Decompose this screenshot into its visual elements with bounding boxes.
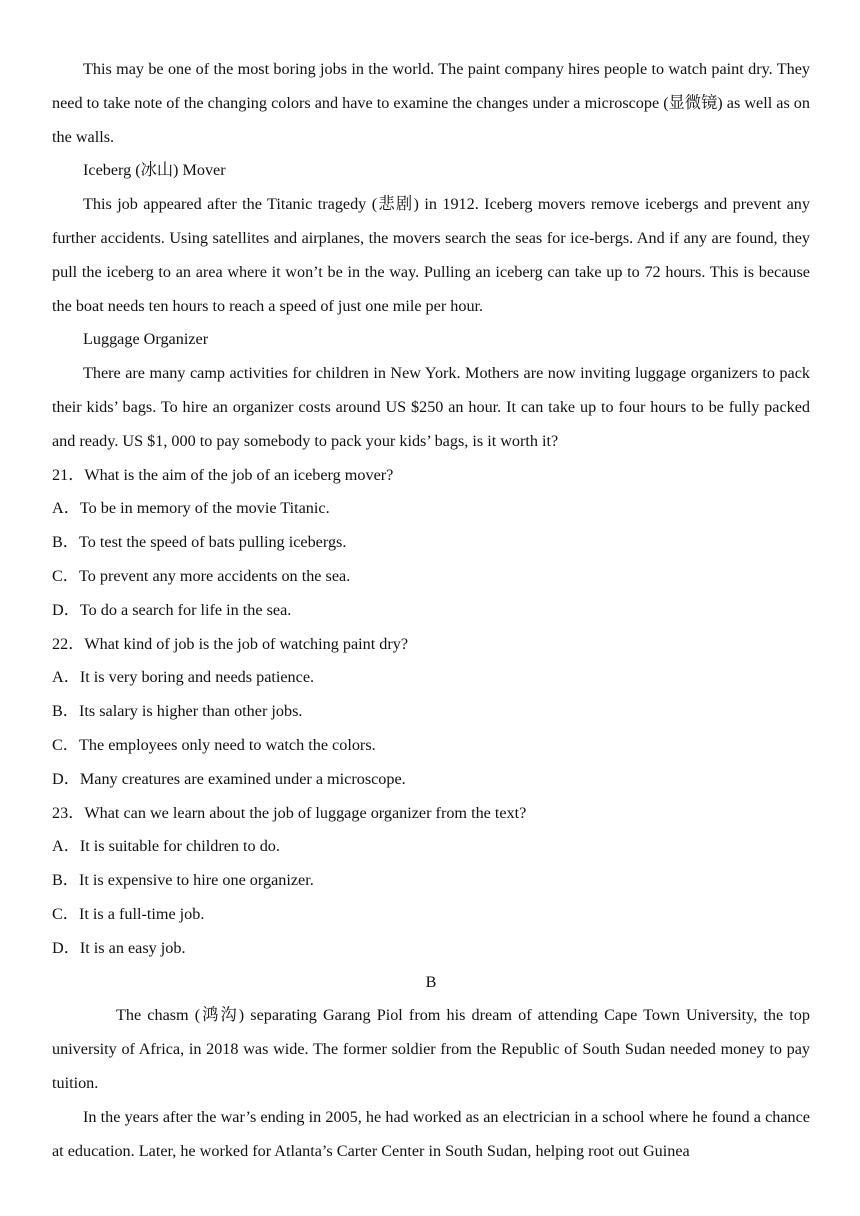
paragraph-garang-piol-intro: The chasm (鸿沟) separating Garang Piol from his dream of attending Cape Town University, the top university of Africa, in 2018 was wide. The former soldier from the Republic of South Sudan needed money to pay tuition. [52, 1006, 810, 1092]
option-c: C．It is a full-time job. [52, 904, 205, 923]
option-a: A．To be in memory of the movie Titanic. [52, 499, 330, 518]
option-b: B．To test the speed of bats pulling icebergs. [52, 533, 347, 552]
question-22 [52, 628, 810, 797]
paragraph-iceberg-mover: This job appeared after the Titanic tragedy (悲剧) in 1912. Iceberg movers remove icebergs and prevent any further accidents. Using satellites and airplanes, the movers search the seas for ice-bergs. And if any are found, they pull the iceberg to an area where it won’t be in the way. Pulling an iceberg can take up to 72 hours. This is because the boat needs ten hours to reach a speed of just one mile per hour. [52, 195, 810, 315]
paragraph-garang-piol-work: In the years after the war’s ending in 2005, he had worked as an electrician in a school where he found a chance at education. Later, he worked for Atlanta’s Carter Center in South Sudan, helping root out Guinea [52, 1107, 810, 1160]
question-stem: 23．What can we learn about the job of luggage organizer from the text? [52, 803, 527, 822]
option-d: D．Many creatures are examined under a microscope. [52, 769, 406, 788]
option-b: B．Its salary is higher than other jobs. [52, 702, 303, 721]
question-stem: 22．What kind of job is the job of watching paint dry? [52, 634, 409, 653]
paragraph-luggage-organizer: There are many camp activities for children in New York. Mothers are now inviting luggage organizers to pack their kids’ bags. To hire an organizer costs around US $250 an hour. It can take up to four hours to be fully packed and ready. US $1, 000 to pay somebody to pack your kids’ bags, is it worth it? [52, 364, 810, 450]
paragraph-paint-watcher: This may be one of the most boring jobs in the world. The paint company hires people to watch paint dry. They need to take note of the changing colors and have to examine the changes under a microscope (显微镜) as well as on the walls. [52, 60, 810, 146]
option-a: A．It is suitable for children to do. [52, 837, 280, 856]
heading-iceberg-mover: Iceberg (冰山) Mover [83, 161, 226, 180]
option-b: B．It is expensive to hire one organizer. [52, 871, 314, 890]
heading-luggage-organizer: Luggage Organizer [83, 330, 209, 349]
section-label-b: B [425, 972, 437, 991]
document-page [52, 53, 810, 1168]
option-d: D．To do a search for life in the sea. [52, 600, 292, 619]
question-21 [52, 459, 810, 628]
option-d: D．It is an easy job. [52, 938, 186, 957]
option-c: C．To prevent any more accidents on the sea. [52, 566, 351, 585]
option-a: A．It is very boring and needs patience. [52, 668, 315, 687]
option-c: C．The employees only need to watch the colors. [52, 735, 376, 754]
question-stem: 21．What is the aim of the job of an iceberg mover? [52, 465, 394, 484]
question-23 [52, 797, 810, 966]
